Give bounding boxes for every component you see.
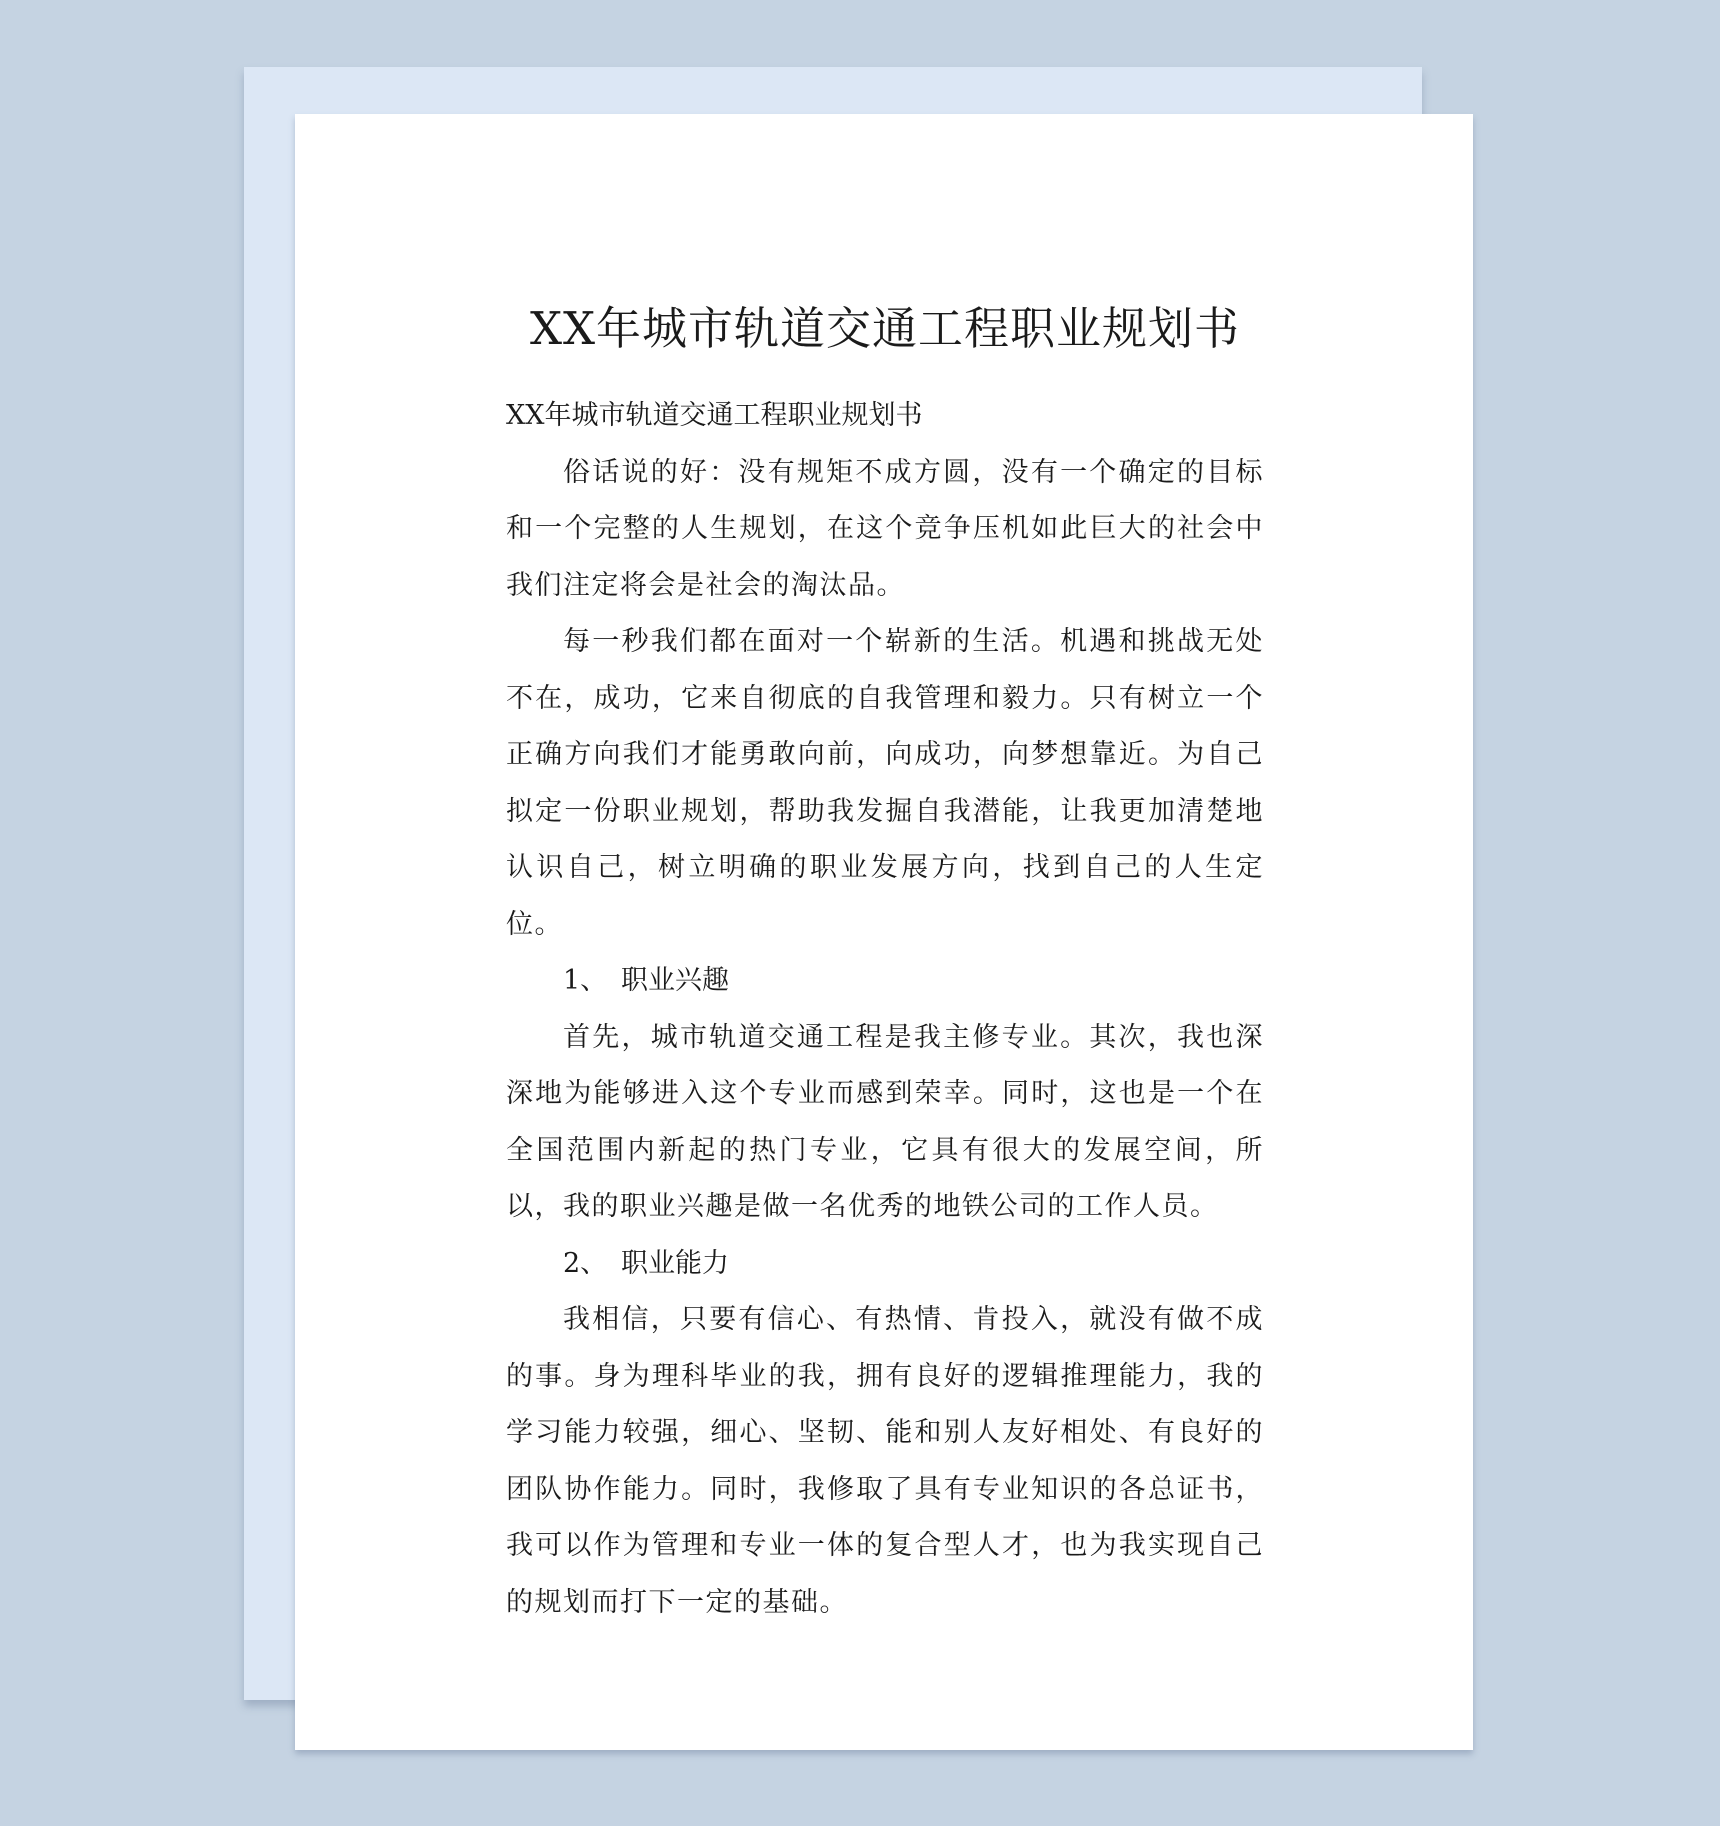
section-heading-label: 职业兴趣	[621, 965, 729, 996]
section-heading-interest	[506, 953, 1264, 1010]
document-content	[506, 294, 1264, 1631]
section-number: 1、	[563, 965, 608, 996]
section-number: 2、	[563, 1247, 608, 1279]
paragraph-ability: 我相信，只要有信心、有热情、肯投入，就没有做不成的事。身为理科毕业的我，拥有良好的逻辑推理能力，我的学习能力较强，细心、坚韧、能和别人友好相处、有良好的团队协作能力。同时，我修取了具有专业知识的各总证书，我可以作为管理和专业一体的复合型人才，也为我实现自己的规划而打下一定的基础。	[506, 1304, 1264, 1618]
paragraph-interest: 首先，城市轨道交通工程是我主修专业。其次，我也深深地为能够进入这个专业而感到荣幸。同时，这也是一个在全国范围内新起的热门专业，它具有很大的发展空间，所以，我的职业兴趣是做一名优秀的地铁公司的工作人员。	[506, 1021, 1264, 1222]
paragraph-motivation: 每一秒我们都在面对一个崭新的生活。机遇和挑战无处不在，成功，它来自彻底的自我管理和毅力。只有树立一个正确方向我们才能勇敢向前，向成功，向梦想靠近。为自己拟定一份职业规划，帮助我发掘自我潜能，让我更加清楚地认识自己，树立明确的职业发展方向，找到自己的人生定位。	[506, 626, 1264, 940]
section-heading-ability	[506, 1236, 1264, 1293]
document-title: XX年城市轨道交通工程职业规划书	[529, 302, 1241, 355]
section-heading-label: 职业能力	[621, 1247, 729, 1279]
document-subtitle: XX年城市轨道交通工程职业规划书	[506, 400, 923, 431]
paragraph-intro: 俗话说的好：没有规矩不成方圆，没有一个确定的目标和一个完整的人生规划，在这个竞争压机如此巨大的社会中我们注定将会是社会的淘汰品。	[506, 456, 1264, 601]
